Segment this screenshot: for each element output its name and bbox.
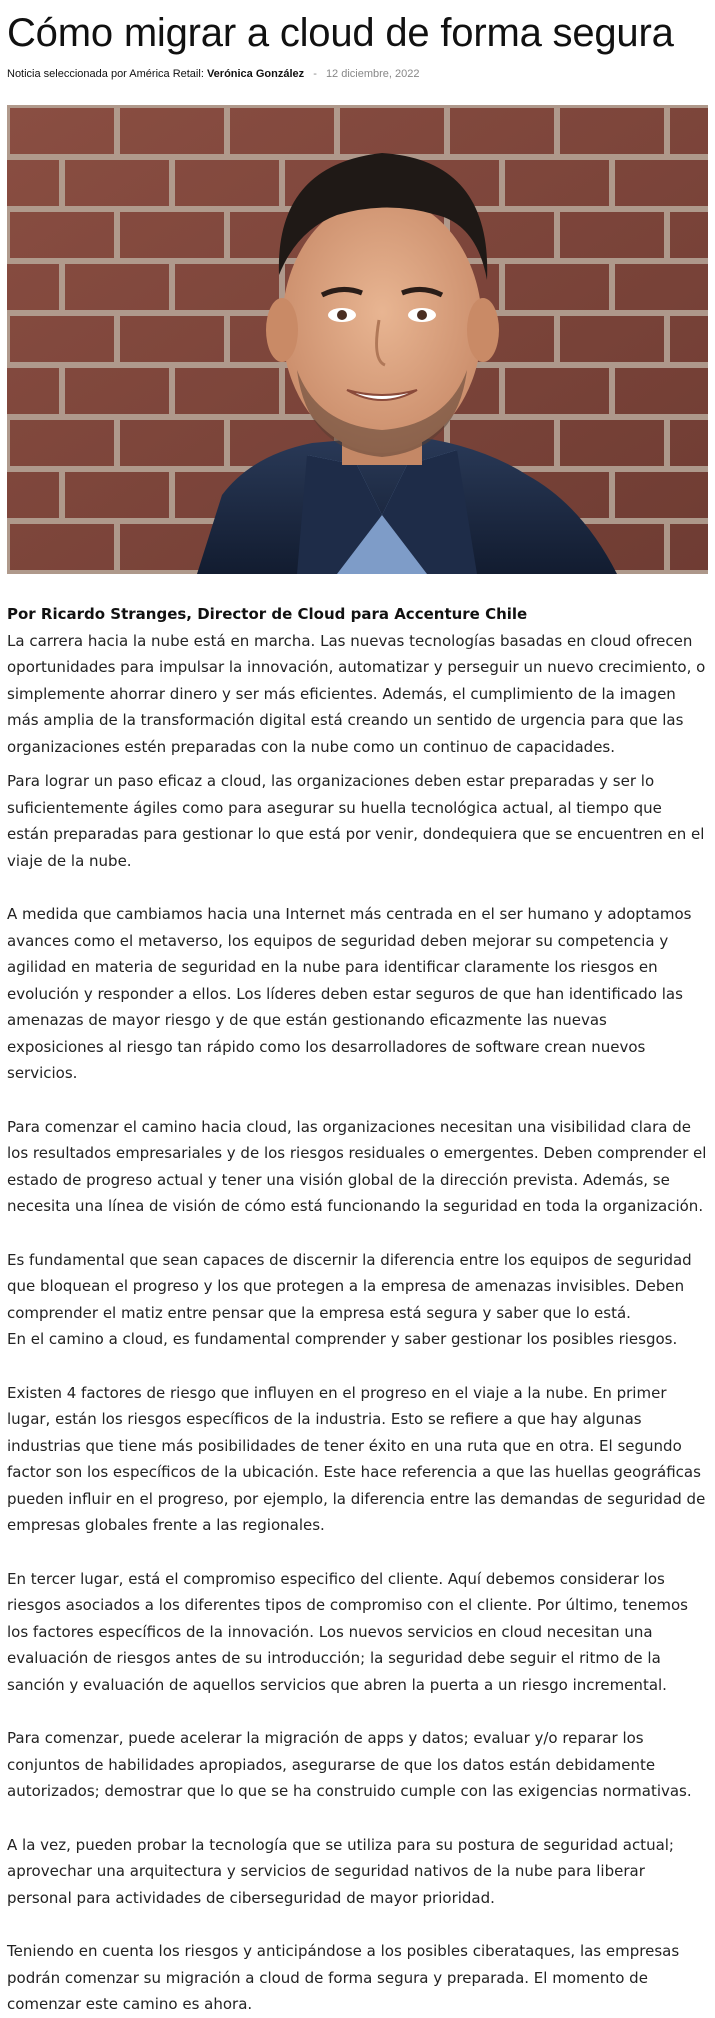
paragraph: Para comenzar el camino hacia cloud, las organizaciones necesitan una visibilidad clara de los resultados empresariales y de los riesgos residuales o emergentes. Deben comprender el estado de progreso actual y tener una visión global de la dirección prevista. Además, se necesita una línea de visión de cómo está funcionando la seguridad en toda la organización.: [7, 1117, 707, 1215]
article-title: Cómo migrar a cloud de forma segura: [7, 11, 674, 55]
meta-separator: -: [313, 68, 317, 80]
article-meta: [7, 66, 420, 82]
selected-by-label: Noticia seleccionada por América Retail:: [7, 68, 204, 80]
article-photo: [7, 105, 708, 574]
paragraph: En tercer lugar, está el compromiso especifico del cliente. Aquí debemos considerar los riesgos asociados a los diferentes tipos de compromiso con el cliente. Por último, tenemos los factores específicos de la innovación. Los nuevos servicios en cloud necesitan una evaluación de riesgos antes de su introducción; la seguridad debe seguir el ritmo de la sanción y evaluación de aquellos servicios que abren la puerta a un riesgo incremental.: [7, 1569, 688, 1694]
paragraph: Es fundamental que sean capaces de discernir la diferencia entre los equipos de seguridad que bloquean el progreso y los que protegen a la empresa de amenazas invisibles. Deben comprender el matiz entre pensar que la empresa está segura y saber que lo está.: [7, 1250, 692, 1322]
publish-date: 12 diciembre, 2022: [325, 68, 420, 80]
paragraph: La carrera hacia la nube está en marcha. Las nuevas tecnologías basadas en cloud ofrecen oportunidades para impulsar la innovación, automatizar y perseguir un nuevo crecimiento, o simplemente ahorrar dinero y ser más eficientes. Además, el cumplimiento de la imagen más amplia de la transformación digital está creando un sentido de urgencia para que las organizaciones estén preparadas con la nube como un continuo de capacidades.: [7, 631, 706, 756]
paragraph: Para lograr un paso eficaz a cloud, las organizaciones deben estar preparadas y ser lo suficientemente ágiles como para asegurar su huella tecnológica actual, al tiempo que están preparadas para gestionar lo que está por venir, dondequiera que se encuentren en el viaje de la nube.: [7, 772, 705, 870]
paragraph: A medida que cambiamos hacia una Internet más centrada en el ser humano y adoptamos avances como el metaverso, los equipos de seguridad deben mejorar su competencia y agilidad en materia de seguridad en la nube para identificar claramente los riesgos en evolución y responder a ellos. Los líderes deben estar seguros de que han identificado las amenazas de mayor riesgo y de que están gestionando eficazmente las nuevas exposiciones al riesgo tan rápido como los desarrolladores de software crean nuevos servicios.: [7, 905, 692, 1082]
article-body: [7, 601, 707, 2018]
paragraph: Para comenzar, puede acelerar la migración de apps y datos; evaluar y/o reparar los conjuntos de habilidades apropiados, asegurarse de que los datos están debidamente autorizados; demostrar que lo que se ha construido cumple con las exigencias normativas.: [7, 1729, 692, 1800]
paragraph: Existen 4 factores de riesgo que influyen en el progreso en el viaje a la nube. En primer lugar, están los riesgos específicos de la industria. Esto se refiere a que hay algunas industrias que tiene más posibilidades de tener éxito en una ruta que en otra. El segundo factor son los específicos de la ubicación. Este hace referencia a que las huellas geográficas pueden influir en el progreso, por ejemplo, la diferencia entre las demandas de seguridad de empresas globales frente a las regionales.: [7, 1383, 706, 1534]
paragraph: En el camino a cloud, es fundamental comprender y saber gestionar los posibles riesgos.: [7, 1330, 678, 1348]
article-byline: Por Ricardo Stranges, Director de Cloud para Accenture Chile: [7, 605, 528, 623]
author-link[interactable]: Verónica González: [206, 68, 305, 80]
paragraph: Teniendo en cuenta los riesgos y anticipándose a los posibles ciberataques, las empresas podrán comenzar su migración a cloud de forma segura y preparada. El momento de comenzar este camino es ahora.: [7, 1942, 680, 2013]
paragraph: A la vez, pueden probar la tecnología que se utiliza para su postura de seguridad actual; aprovechar una arquitectura y servicios de seguridad nativos de la nube para liberar personal para actividades de ciberseguridad de mayor prioridad.: [7, 1835, 674, 1907]
